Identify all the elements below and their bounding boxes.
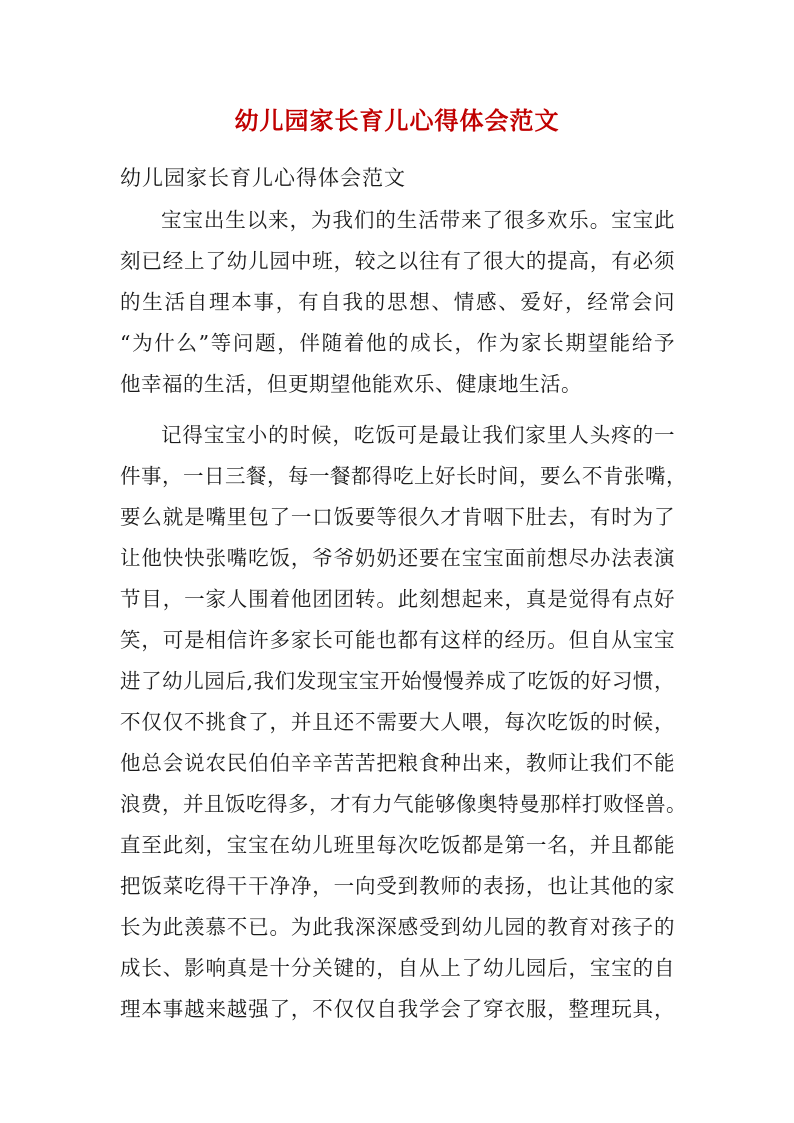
paragraph-line: 他总会说农民伯伯辛辛苦苦把粮食种出来，教师让我们不能: [120, 751, 675, 775]
paragraph-line: 记得宝宝小的时候，吃饭可是最让我们家里人头疼的一: [161, 423, 675, 447]
paragraph-line: 节目，一家人围着他团团转。此刻想起来，真是觉得有点好: [120, 587, 675, 611]
paragraph-line: “为什么”等问题，伴随着他的成长，作为家长期望能给予: [120, 331, 675, 355]
paragraph-line: 进了幼儿园后,我们发现宝宝开始慢慢养成了吃饭的好习惯，: [120, 669, 675, 693]
paragraph-line: 的生活自理本事，有自我的思想、情感、爱好，经常会问: [120, 290, 675, 314]
paragraph-2: [120, 415, 687, 1030]
paragraph-line: 他幸福的生活，但更期望他能欢乐、健康地生活。: [120, 372, 582, 396]
paragraph-line: 直至此刻，宝宝在幼儿班里每次吃饭都是第一名，并且都能: [120, 833, 675, 857]
document-title: 幼儿园家长育儿心得体会范文: [234, 106, 560, 135]
paragraph-1: [120, 200, 675, 405]
paragraph-line: 要么就是嘴里包了一口饭要等很久才肯咽下肚去，有时为了: [120, 505, 675, 529]
paragraph-line: 刻已经上了幼儿园中班，较之以往有了很大的提高，有必须: [120, 249, 675, 273]
document-subtitle: 幼儿园家长育儿心得体会范文: [120, 166, 406, 190]
paragraph-line: 理本事越来越强了，不仅仅自我学会了穿衣服，整理玩具，: [120, 997, 675, 1021]
document-body: [120, 200, 687, 1030]
paragraph-line: 件事，一日三餐，每一餐都得吃上好长时间，要么不肯张嘴，: [120, 464, 687, 488]
paragraph-line: 让他快快张嘴吃饭，爷爷奶奶还要在宝宝面前想尽办法表演: [120, 546, 675, 570]
paragraph-line: 宝宝出生以来，为我们的生活带来了很多欢乐。宝宝此: [161, 208, 675, 232]
paragraph-line: 长为此羡慕不已。为此我深深感受到幼儿园的教育对孩子的: [120, 915, 675, 939]
paragraph-line: 浪费，并且饭吃得多，才有力气能够像奥特曼那样打败怪兽。: [120, 792, 687, 816]
paragraph-line: 把饭菜吃得干干净净，一向受到教师的表扬，也让其他的家: [120, 874, 675, 898]
paragraph-line: 笑，可是相信许多家长可能也都有这样的经历。但自从宝宝: [120, 628, 675, 652]
paragraph-line: 成长、影响真是十分关键的，自从上了幼儿园后，宝宝的自: [120, 956, 675, 980]
paragraph-line: 不仅仅不挑食了，并且还不需要大人喂，每次吃饭的时候，: [120, 710, 675, 734]
